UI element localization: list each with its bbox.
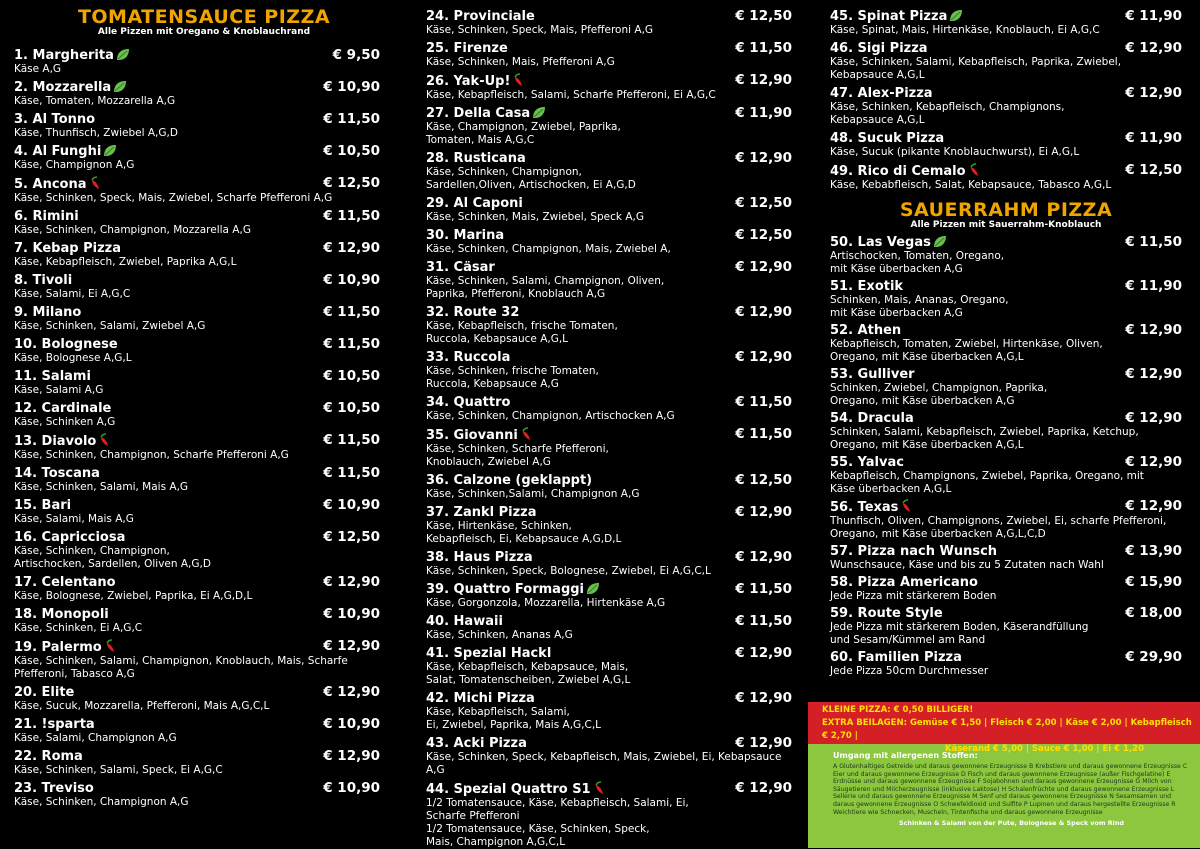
pizza-price: € 11,50: [323, 111, 380, 127]
pizza-item: [426, 614, 792, 642]
pizza-name: 13. Diavolo: [14, 434, 97, 449]
pizza-ingredients: Kebapfleisch, Tomaten, Zwiebel, Hirtenkäse, Oliven, Oregano, mit Käse überbacken A,G,L: [830, 338, 1103, 363]
pizza-item: [426, 427, 792, 469]
pizza-price: € 11,90: [735, 105, 792, 121]
pizza-price: € 12,90: [1125, 366, 1182, 382]
pizza-ingredients: Käse, Bolognese A,G,L: [14, 352, 132, 364]
pizza-price: € 10,90: [323, 272, 380, 288]
pizza-ingredients: Schinken, Mais, Ananas, Oregano, mit Käse überbacken A,G: [830, 294, 1009, 319]
pizza-price: € 11,50: [323, 304, 380, 320]
pizza-price: € 11,50: [735, 613, 792, 629]
pizza-name: 50. Las Vegas: [830, 235, 931, 250]
pizza-item: [14, 607, 380, 635]
pizza-ingredients: Käse, Kebapfleisch, Zwiebel, Paprika A,G,L: [14, 256, 237, 268]
pizza-ingredients: Jede Pizza mit stärkerem Boden, Käserandfüllung und Sesam/Kümmel am Rand: [830, 621, 1089, 646]
pizza-item: [426, 151, 792, 192]
pizza-name: 7. Kebap Pizza: [14, 241, 121, 256]
pizza-ingredients: Käse, Schinken, Salami, Zwiebel A,G: [14, 320, 206, 332]
chili-icon: [968, 163, 982, 177]
pizza-name: 38. Haus Pizza: [426, 550, 533, 565]
pizza-name: 57. Pizza nach Wunsch: [830, 544, 998, 559]
leaf-icon: [103, 144, 117, 157]
pizza-item: [830, 9, 1182, 37]
pizza-price: € 11,90: [1125, 8, 1182, 24]
pizza-item: [426, 228, 792, 256]
pizza-name: 48. Sucuk Pizza: [830, 131, 945, 146]
pizza-ingredients: Käse, Salami A,G: [14, 384, 104, 396]
pizza-price: € 10,90: [323, 79, 380, 95]
pizza-price: € 12,90: [735, 150, 792, 166]
pizza-price: € 12,90: [323, 638, 380, 654]
pizza-price: € 11,90: [1125, 130, 1182, 146]
pizza-name: 35. Giovanni: [426, 428, 518, 443]
chili-icon: [98, 433, 112, 447]
tomato-section-title: TOMATENSAUCE PIZZA: [77, 6, 331, 28]
pizza-item: [426, 260, 792, 301]
pizza-price: € 11,50: [323, 336, 380, 352]
pizza-item: [14, 530, 380, 571]
pizza-ingredients: Käse, Schinken, Speck, Mais, Pfefferoni A,G: [426, 24, 654, 36]
pizza-item: [830, 41, 1182, 82]
pizza-item: [426, 395, 792, 423]
pizza-price: € 12,90: [735, 645, 792, 661]
pizza-name: 27. Della Casa: [426, 106, 531, 121]
menu-column-3: [830, 0, 1182, 678]
pizza-name: 4. Al Funghi: [14, 144, 102, 159]
pizza-item: [426, 73, 792, 102]
pizza-ingredients: Kebapfleisch, Champignons, Zwiebel, Paprika, Oregano, mit Käse überbacken A,G,L: [830, 470, 1144, 495]
pizza-ingredients: Jede Pizza mit stärkerem Boden: [830, 590, 997, 602]
pizza-item: [830, 367, 1182, 408]
pizza-ingredients: Thunfisch, Oliven, Champignons, Zwiebel, Ei, scharfe Pfefferoni, Oregano, mit Käse überbacken A,G,L,C,D: [830, 515, 1167, 540]
pizza-name: 34. Quattro: [426, 395, 511, 410]
pizza-ingredients: Käse, Schinken,Salami, Champignon A,G: [426, 488, 640, 500]
pizza-item: [830, 163, 1182, 192]
pizza-item: [14, 685, 380, 713]
leaf-icon: [949, 9, 963, 22]
pizza-name: 39. Quattro Formaggi: [426, 582, 585, 597]
pizza-ingredients: Schinken, Zwiebel, Champignon, Paprika, Oregano, mit Käse überbacken A,G: [830, 382, 1048, 407]
pizza-name: 1. Margherita: [14, 48, 114, 63]
pizza-ingredients: Käse, Schinken, Champignon, Artischocken A,G: [426, 410, 675, 422]
pizza-item: [426, 9, 792, 37]
pizza-ingredients: Wunschsauce, Käse und bis zu 5 Zutaten nach Wahl: [830, 559, 1104, 571]
pizza-ingredients: 1/2 Tomatensauce, Käse, Kebapfleisch, Salami, Ei, Scharfe Pfefferoni 1/2 Tomatensauce, Käse, Schinken, Speck, Mais, Champignon A,G,C,L: [426, 797, 689, 848]
pizza-name: 5. Ancona: [14, 177, 87, 192]
pizza-ingredients: Käse, Schinken, Speck, Kebapfleisch, Mais, Zwiebel, Ei, Kebapsauce A,G: [426, 751, 782, 776]
pizza-item: [830, 650, 1182, 678]
pizza-ingredients: Käse, Schinken, Champignon, Artischocken, Sardellen, Oliven A,G,D: [14, 545, 211, 570]
pizza-price: € 9,50: [332, 47, 380, 63]
pizza-name: 12. Cardinale: [14, 401, 112, 416]
pizza-item: [14, 241, 380, 269]
pizza-ingredients: Käse, Spinat, Mais, Hirtenkäse, Knoblauch, Ei A,G,C: [830, 24, 1100, 36]
pizza-price: € 12,90: [735, 72, 792, 88]
pizza-item: [14, 144, 380, 172]
pizza-ingredients: Käse, Kebabfleisch, Salat, Kebapsauce, Tabasco A,G,L: [830, 179, 1112, 191]
pizza-name: 52. Athen: [830, 323, 902, 338]
pizza-ingredients: Käse, Schinken A,G: [14, 416, 116, 428]
pizza-name: 29. Al Caponi: [426, 196, 523, 211]
pizza-item: [426, 646, 792, 687]
pizza-item: [830, 575, 1182, 603]
pizza-ingredients: Käse, Kebapfleisch, frische Tomaten, Ruccola, Kebapsauce A,G,L: [426, 320, 618, 345]
pizza-price: € 12,50: [735, 195, 792, 211]
pizza-name: 19. Palermo: [14, 640, 102, 655]
meat-origin-note: Schinken & Salami von der Pute, Bolognese & Speck vom Rind: [899, 819, 1124, 828]
pizza-ingredients: Käse, Tomaten, Mozzarella A,G: [14, 95, 176, 107]
pizza-name: 58. Pizza Americano: [830, 575, 978, 590]
pizza-ingredients: Käse, Sucuk (pikante Knoblauchwurst), Ei A,G,L: [830, 146, 1080, 158]
pizza-price: € 12,50: [735, 227, 792, 243]
pizza-name: 3. Al Tonno: [14, 112, 96, 127]
pizza-price: € 12,50: [323, 529, 380, 545]
pizza-ingredients: Käse, Schinken, Ei A,G,C: [14, 622, 143, 634]
pizza-list: [830, 235, 1182, 678]
pizza-ingredients: Käse, Schinken, Champignon, Sardellen,Oliven, Artischocken, Ei A,G,D: [426, 166, 636, 191]
pizza-name: 60. Familien Pizza: [830, 650, 962, 665]
pizza-item: [14, 498, 380, 526]
pizza-price: € 12,90: [1125, 322, 1182, 338]
chili-icon: [104, 639, 118, 653]
pizza-ingredients: Artischocken, Tomaten, Oregano, mit Käse überbacken A,G: [830, 250, 1005, 275]
pizza-ingredients: Käse, Schinken, Champignon A,G: [14, 796, 189, 808]
pizza-name: 11. Salami: [14, 369, 91, 384]
pizza-item: [830, 323, 1182, 364]
pizza-price: € 12,90: [735, 504, 792, 520]
pizza-name: 45. Spinat Pizza: [830, 9, 948, 24]
menu-column-1: [14, 0, 380, 809]
pizza-item: [830, 499, 1182, 541]
pizza-item: [426, 691, 792, 732]
pizza-price: € 10,50: [323, 400, 380, 416]
pizza-item: [14, 176, 380, 205]
pizza-price: € 12,50: [735, 472, 792, 488]
pizza-ingredients: Käse, Thunfisch, Zwiebel A,G,D: [14, 127, 178, 139]
pizza-price: € 10,90: [323, 780, 380, 796]
pizza-item: [426, 736, 792, 777]
leaf-icon: [116, 48, 130, 61]
pizza-ingredients: Käse A,G: [14, 63, 62, 75]
pizza-price: € 11,50: [735, 581, 792, 597]
pizza-ingredients: Käse, Gorgonzola, Mozzarella, Hirtenkäse A,G: [426, 597, 666, 609]
pizza-name: 25. Firenze: [426, 41, 508, 56]
pizza-ingredients: Käse, Schinken, Salami, Champignon, Knoblauch, Mais, Scharfe Pfefferoni, Tabasco A,G: [14, 655, 348, 680]
pizza-ingredients: Käse, Schinken, Salami, Champignon, Oliven, Paprika, Pfefferoni, Knoblauch A,G: [426, 275, 665, 300]
pizza-name: 41. Spezial Hackl: [426, 646, 552, 661]
pizza-name: 26. Yak-Up!: [426, 74, 511, 89]
chili-icon: [593, 781, 607, 795]
pizza-item: [830, 411, 1182, 452]
pizza-item: [830, 606, 1182, 647]
pizza-name: 8. Tivoli: [14, 273, 73, 288]
pizza-price: € 12,90: [1125, 454, 1182, 470]
pizza-price: € 12,90: [1125, 498, 1182, 514]
pizza-list: [426, 9, 792, 849]
pizza-price: € 12,90: [1125, 410, 1182, 426]
pizza-name: 53. Gulliver: [830, 367, 915, 382]
pizza-item: [426, 106, 792, 147]
pizza-item: [14, 48, 380, 76]
pizza-name: 15. Bari: [14, 498, 72, 513]
extras-banner: [808, 702, 1200, 754]
pizza-price: € 11,50: [735, 394, 792, 410]
pizza-item: [830, 279, 1182, 320]
pizza-name: 6. Rimini: [14, 209, 79, 224]
pizza-item: [14, 80, 380, 108]
pizza-item: [830, 235, 1182, 276]
pizza-price: € 12,50: [1125, 162, 1182, 178]
pizza-name: 10. Bolognese: [14, 337, 118, 352]
pizza-ingredients: Käse, Kebapfleisch, Salami, Ei, Zwiebel, Paprika, Mais A,G,C,L: [426, 706, 602, 731]
pizza-ingredients: Jede Pizza 50cm Durchmesser: [830, 665, 989, 677]
pizza-price: € 12,90: [1125, 40, 1182, 56]
pizza-ingredients: Käse, Schinken, Salami, Kebapfleisch, Paprika, Zwiebel, Kebapsauce A,G,L: [830, 56, 1122, 81]
pizza-item: [14, 781, 380, 809]
pizza-price: € 12,90: [735, 349, 792, 365]
pizza-name: 17. Celentano: [14, 575, 116, 590]
pizza-item: [426, 550, 792, 578]
allergen-text: A Glutenhaltiges Getreide und daraus gewonnene Erzeugnisse B Krebstiere und daraus gewonnene Erzeugnisse C Eier und daraus gewonnene Erzeugnisse D Fisch und daraus gewonnene Erzeugnisse (außer Fischgelatine) E Erdnüsse und daraus gewonnene Erzeugnisse F Sojabohnen und daraus gewonnene Erzeugnisse G Milch von Säugetieren und Milcherzeugnisse (inklusive Laktose) H Schalenfrüchte und daraus gewonnene Erzeugnisse L Sellerie und daraus gewonnene Erzeugnisse M Senf und daraus gewonnene Erzeugnisse N Sesamsamen und daraus gewonnene Erzeugnisse O Schwefeldioxid und Sulfite P Lupinen und daraus hergestellte Erzeugnisse R Weichtiere wie Schnecken, Muscheln, Tintenfische und daraus gewonnene Erzeugnisse: [833, 763, 1188, 816]
pizza-item: [830, 131, 1182, 159]
pizza-item: [426, 350, 792, 391]
pizza-item: [426, 582, 792, 610]
pizza-item: [14, 209, 380, 237]
pizza-name: 37. Zankl Pizza: [426, 505, 537, 520]
chili-icon: [512, 73, 526, 87]
pizza-name: 36. Calzone (geklappt): [426, 473, 593, 488]
pizza-price: € 11,90: [1125, 278, 1182, 294]
pizza-price: € 12,90: [323, 748, 380, 764]
pizza-item: [426, 781, 792, 849]
pizza-price: € 12,90: [735, 690, 792, 706]
pizza-ingredients: Käse, Hirtenkäse, Schinken, Kebapfleisch, Ei, Kebapsauce A,G,D,L: [426, 520, 622, 545]
pizza-ingredients: Käse, Schinken, Speck, Bolognese, Zwiebel, Ei A,G,C,L: [426, 565, 711, 577]
pizza-price: € 12,50: [735, 8, 792, 24]
pizza-name: 21. !sparta: [14, 717, 95, 732]
tomato-section-subtitle: Alle Pizzen mit Oregano & Knoblauchrand: [97, 27, 311, 37]
pizza-ingredients: Käse, Schinken, frische Tomaten, Ruccola, Kebapsauce A,G: [426, 365, 599, 390]
pizza-price: € 11,50: [735, 40, 792, 56]
pizza-ingredients: Käse, Sucuk, Mozzarella, Pfefferoni, Mais A,G,C,L: [14, 700, 270, 712]
pizza-ingredients: Käse, Bolognese, Zwiebel, Paprika, Ei A,G,D,L: [14, 590, 253, 602]
pizza-ingredients: Käse, Kebapfleisch, Kebapsauce, Mais, Salat, Tomatenscheiben, Zwiebel A,G,L: [426, 661, 631, 686]
pizza-name: 54. Dracula: [830, 411, 914, 426]
sourcream-section-subtitle: Alle Pizzen mit Sauerrahm-Knoblauch: [910, 220, 1102, 230]
pizza-ingredients: Käse, Schinken, Champignon, Mozzarella A,G: [14, 224, 251, 236]
pizza-ingredients: Käse, Salami, Ei A,G,C: [14, 288, 131, 300]
pizza-item: [14, 369, 380, 397]
pizza-price: € 12,90: [735, 259, 792, 275]
pizza-name: 44. Spezial Quattro S1: [426, 782, 591, 797]
pizza-name-line: [14, 48, 380, 63]
pizza-item: [14, 575, 380, 603]
pizza-name: 14. Toscana: [14, 466, 100, 481]
pizza-price: € 29,90: [1125, 649, 1182, 665]
pizza-price: € 10,90: [323, 606, 380, 622]
pizza-item: [426, 196, 792, 224]
allergen-heading: Umgang mit allergenen Stoffen:: [833, 751, 978, 760]
leaf-icon: [586, 582, 600, 595]
pizza-price: € 12,90: [323, 240, 380, 256]
pizza-name: 42. Michi Pizza: [426, 691, 535, 706]
pizza-ingredients: Käse, Champignon, Zwiebel, Paprika, Tomaten, Mais A,G,C: [426, 121, 621, 146]
pizza-name: 31. Cäsar: [426, 260, 495, 275]
extras-line-1: EXTRA BEILAGEN: Gemüse € 1,50 | Fleisch € 2,00 | Käse € 2,00 | Kebapfleisch € 2,70 |: [822, 718, 1192, 741]
pizza-price: € 12,90: [323, 684, 380, 700]
pizza-price: € 13,90: [1125, 543, 1182, 559]
pizza-price: € 12,90: [735, 735, 792, 751]
pizza-item: [14, 337, 380, 365]
extras-line-2: Käserand € 5,00 | Sauce € 1,00 | Ei € 1,20: [944, 744, 1144, 754]
pizza-item: [426, 305, 792, 346]
pizza-price: € 10,50: [323, 143, 380, 159]
pizza-name: 47. Alex-Pizza: [830, 86, 933, 101]
pizza-name: 43. Acki Pizza: [426, 736, 527, 751]
pizza-ingredients: Schinken, Salami, Kebapfleisch, Zwiebel, Paprika, Ketchup, Oregano, mit Käse überbacken A,G,L: [830, 426, 1139, 451]
pizza-ingredients: Käse, Schinken, Salami, Speck, Ei A,G,C: [14, 764, 223, 776]
pizza-item: [14, 466, 380, 494]
pizza-name: 9. Milano: [14, 305, 82, 320]
pizza-price: € 10,90: [323, 497, 380, 513]
pizza-price: € 11,50: [323, 465, 380, 481]
pizza-ingredients: Käse, Schinken, Speck, Mais, Zwiebel, Scharfe Pfefferoni A,G: [14, 192, 333, 204]
pizza-name: 28. Rusticana: [426, 151, 526, 166]
leaf-icon: [113, 80, 127, 93]
pizza-name: 24. Provinciale: [426, 9, 535, 24]
pizza-name: 32. Route 32: [426, 305, 520, 320]
pizza-price: € 11,50: [735, 426, 792, 442]
pizza-item: [14, 433, 380, 462]
pizza-price: € 11,50: [323, 208, 380, 224]
pizza-ingredients: Käse, Kebapfleisch, Salami, Scharfe Pfefferoni, Ei A,G,C: [426, 89, 716, 101]
pizza-name: 51. Exotik: [830, 279, 904, 294]
pizza-name: 49. Rico di Cemalo: [830, 164, 966, 179]
pizza-item: [830, 455, 1182, 496]
pizza-ingredients: Käse, Salami, Mais A,G: [14, 513, 134, 525]
pizza-item: [14, 273, 380, 301]
chili-icon: [89, 176, 103, 190]
leaf-icon: [933, 235, 947, 248]
pizza-item: [830, 86, 1182, 127]
pizza-price: € 12,90: [1125, 85, 1182, 101]
pizza-ingredients: Käse, Schinken, Champignon, Mais, Zwiebel A,: [426, 243, 671, 255]
pizza-ingredients: Käse, Schinken, Mais, Zwiebel, Speck A,G: [426, 211, 644, 223]
pizza-item: [14, 717, 380, 745]
pizza-name: 22. Roma: [14, 749, 83, 764]
pizza-ingredients: Käse, Schinken, Kebapfleisch, Champignons, Kebapsauce A,G,L: [830, 101, 1065, 126]
pizza-ingredients: Käse, Schinken, Ananas A,G: [426, 629, 573, 641]
chili-icon: [900, 499, 914, 513]
pizza-ingredients: Käse, Schinken, Mais, Pfefferoni A,G: [426, 56, 615, 68]
pizza-name: 16. Capricciosa: [14, 530, 126, 545]
pizza-ingredients: Käse, Champignon A,G: [14, 159, 135, 171]
pizza-ingredients: Käse, Schinken, Salami, Mais A,G: [14, 481, 189, 493]
leaf-icon: [532, 106, 546, 119]
sourcream-section-title: SAUERRAHM PIZZA: [899, 199, 1113, 221]
pizza-name: 59. Route Style: [830, 606, 943, 621]
pizza-name: 18. Monopoli: [14, 607, 109, 622]
pizza-name: 55. Yalvac: [830, 455, 904, 470]
pizza-name: 56. Texas: [830, 500, 899, 515]
pizza-name: 46. Sigi Pizza: [830, 41, 928, 56]
pizza-price: € 11,50: [1125, 234, 1182, 250]
pizza-item: [14, 305, 380, 333]
pizza-name: 33. Ruccola: [426, 350, 511, 365]
pizza-price: € 12,90: [735, 549, 792, 565]
pizza-ingredients: Käse, Schinken, Scharfe Pfefferoni, Knoblauch, Zwiebel A,G: [426, 443, 609, 468]
pizza-list: [830, 9, 1182, 192]
pizza-item: [830, 544, 1182, 572]
pizza-name: 30. Marina: [426, 228, 505, 243]
pizza-item: [426, 41, 792, 69]
pizza-name: 2. Mozzarella: [14, 80, 112, 95]
pizza-price: € 12,50: [323, 175, 380, 191]
small-pizza-note: KLEINE PIZZA: € 0,50 BILLIGER!: [822, 705, 974, 715]
pizza-name: 20. Elite: [14, 685, 75, 700]
pizza-price: € 11,50: [323, 432, 380, 448]
chili-icon: [520, 427, 534, 441]
pizza-item: [14, 639, 380, 681]
pizza-price: € 18,00: [1125, 605, 1182, 621]
pizza-name: 40. Hawaii: [426, 614, 503, 629]
pizza-item: [14, 112, 380, 140]
pizza-item: [426, 473, 792, 501]
pizza-price: € 10,50: [323, 368, 380, 384]
pizza-name: 23. Treviso: [14, 781, 94, 796]
pizza-list: [14, 48, 380, 809]
info-box: [808, 702, 1200, 848]
pizza-item: [14, 401, 380, 429]
menu-column-2: [426, 0, 792, 849]
pizza-price: € 12,90: [735, 304, 792, 320]
pizza-price: € 12,90: [735, 780, 792, 796]
pizza-price: € 12,90: [323, 574, 380, 590]
pizza-price: € 10,90: [323, 716, 380, 732]
pizza-ingredients: Käse, Schinken, Champignon, Scharfe Pfefferoni A,G: [14, 449, 289, 461]
pizza-price: € 15,90: [1125, 574, 1182, 590]
pizza-item: [426, 505, 792, 546]
pizza-item: [14, 749, 380, 777]
allergen-panel: [808, 744, 1200, 848]
pizza-ingredients: Käse, Salami, Champignon A,G: [14, 732, 177, 744]
